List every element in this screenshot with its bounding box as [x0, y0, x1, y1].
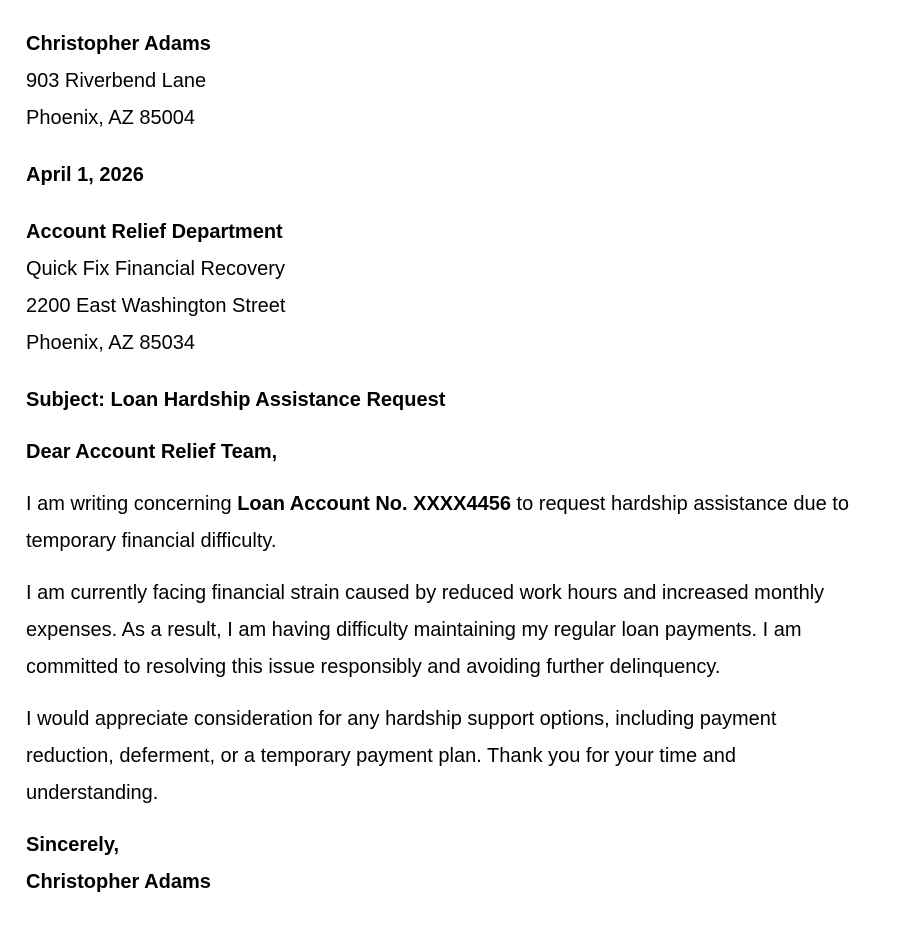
recipient-department: Account Relief Department	[26, 221, 283, 243]
salutation: Dear Account Relief Team,	[26, 441, 278, 463]
letter-date: April 1, 2026	[26, 164, 144, 186]
valediction: Sincerely,	[26, 834, 120, 856]
body-paragraph-2: I am currently facing financial strain caused by reduced work hours and increased monthly expenses. As a result, I am having difficulty maintaining my regular loan payments. I am committed to resolving this issue responsibly and avoiding further delinquency.	[26, 582, 825, 678]
loan-account-number: Loan Account No. XXXX4456	[237, 493, 511, 515]
date-block	[26, 157, 850, 194]
signature-name: Christopher Adams	[26, 871, 211, 893]
sender-address-line-2: Phoenix, AZ 85004	[26, 107, 196, 129]
sender-address-block	[26, 26, 850, 137]
recipient-company: Quick Fix Financial Recovery	[26, 258, 285, 280]
body-paragraph-1	[26, 486, 850, 560]
paragraph-1-text-after-bold: to request hardship assistance due to temporary financial difficulty.	[26, 493, 849, 552]
recipient-address-line-2: Phoenix, AZ 85034	[26, 332, 196, 354]
sender-name: Christopher Adams	[26, 33, 211, 55]
subject-line: Subject: Loan Hardship Assistance Request	[26, 389, 446, 411]
body-paragraph-3: I would appreciate consideration for any hardship support options, including payment reduction, deferment, or a temporary payment plan. Thank you for your time and understanding.	[26, 708, 777, 804]
paragraph-1-text-before-bold: I am writing concerning	[26, 493, 238, 515]
recipient-address-line-1: 2200 East Washington Street	[26, 295, 286, 317]
recipient-address-block	[26, 214, 850, 362]
sender-address-line-1: 903 Riverbend Lane	[26, 70, 207, 92]
closing-block	[26, 827, 850, 901]
